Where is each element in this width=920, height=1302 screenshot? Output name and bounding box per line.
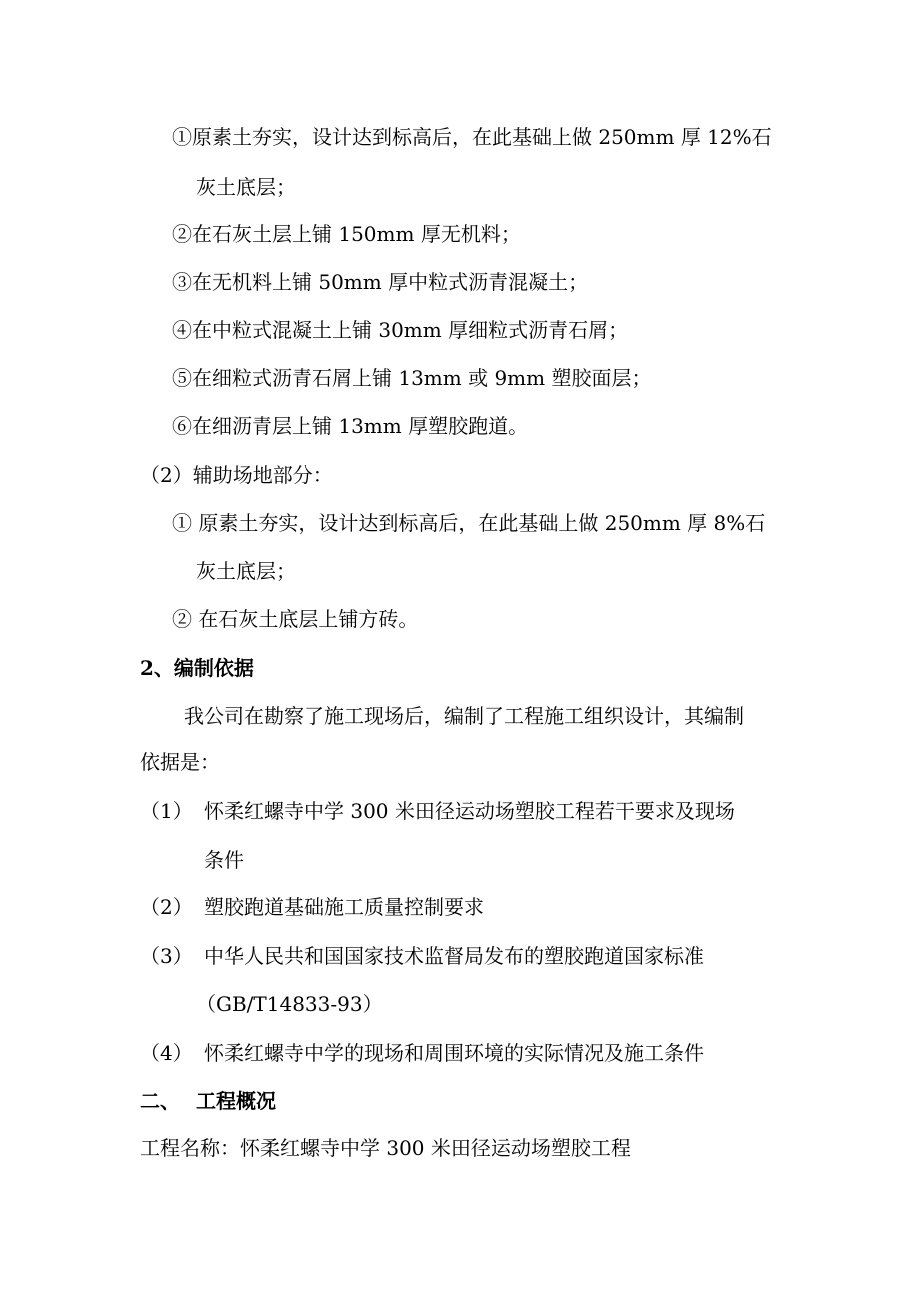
paving-item-5: ⑤在细粒式沥青石屑上铺 13mm 或 9mm 塑胶面层； — [172, 366, 652, 390]
paving-item-3: ③在无机料上铺 50mm 厚中粒式沥青混凝土； — [172, 270, 589, 294]
basis-item-3-line-2: （GB/T14833-93） — [196, 992, 383, 1016]
basis-item-1-line-2: 条件 — [204, 848, 244, 872]
auxiliary-item-1-line-2: 灰土底层； — [196, 559, 296, 583]
overview-heading-number: 二、 — [140, 1089, 180, 1113]
basis-item-4-number: （4） — [140, 1041, 193, 1065]
basis-item-3-number: （3） — [140, 944, 193, 968]
basis-item-2-number: （2） — [140, 895, 193, 919]
basis-item-1-line-1: 怀柔红螺寺中学 300 米田径运动场塑胶工程若干要求及现场 — [204, 799, 735, 823]
basis-item-3-line-1: 中华人民共和国国家技术监督局发布的塑胶跑道国家标准 — [204, 944, 704, 968]
paving-item-2: ②在石灰土层上铺 150mm 厚无机料； — [172, 222, 521, 246]
paving-item-1-line-1: ①原素土夯实，设计达到标高后，在此基础上做 250mm 厚 12%石 — [172, 125, 772, 149]
paving-item-4: ④在中粒式混凝土上铺 30mm 厚细粒式沥青石屑； — [172, 318, 629, 342]
basis-intro-line-2: 依据是： — [140, 750, 220, 774]
paving-item-6: ⑥在细沥青层上铺 13mm 厚塑胶跑道。 — [172, 414, 529, 438]
basis-intro-line-1: 我公司在勘察了施工现场后，编制了工程施工组织设计，其编制 — [184, 704, 744, 728]
auxiliary-item-1-line-1: ① 原素土夯实，设计达到标高后，在此基础上做 250mm 厚 8%石 — [172, 511, 766, 535]
basis-heading: 2、编制依据 — [140, 656, 254, 680]
paving-item-1-line-2: 灰土底层； — [196, 175, 296, 199]
auxiliary-heading: （2）辅助场地部分： — [140, 463, 333, 487]
project-name: 工程名称：怀柔红螺寺中学 300 米田径运动场塑胶工程 — [140, 1136, 631, 1160]
auxiliary-item-2: ② 在石灰土底层上铺方砖。 — [172, 607, 419, 631]
overview-heading: 工程概况 — [196, 1089, 276, 1113]
basis-item-1-number: （1） — [140, 799, 193, 823]
basis-item-4: 怀柔红螺寺中学的现场和周围环境的实际情况及施工条件 — [204, 1041, 704, 1065]
basis-item-2: 塑胶跑道基础施工质量控制要求 — [204, 895, 484, 919]
